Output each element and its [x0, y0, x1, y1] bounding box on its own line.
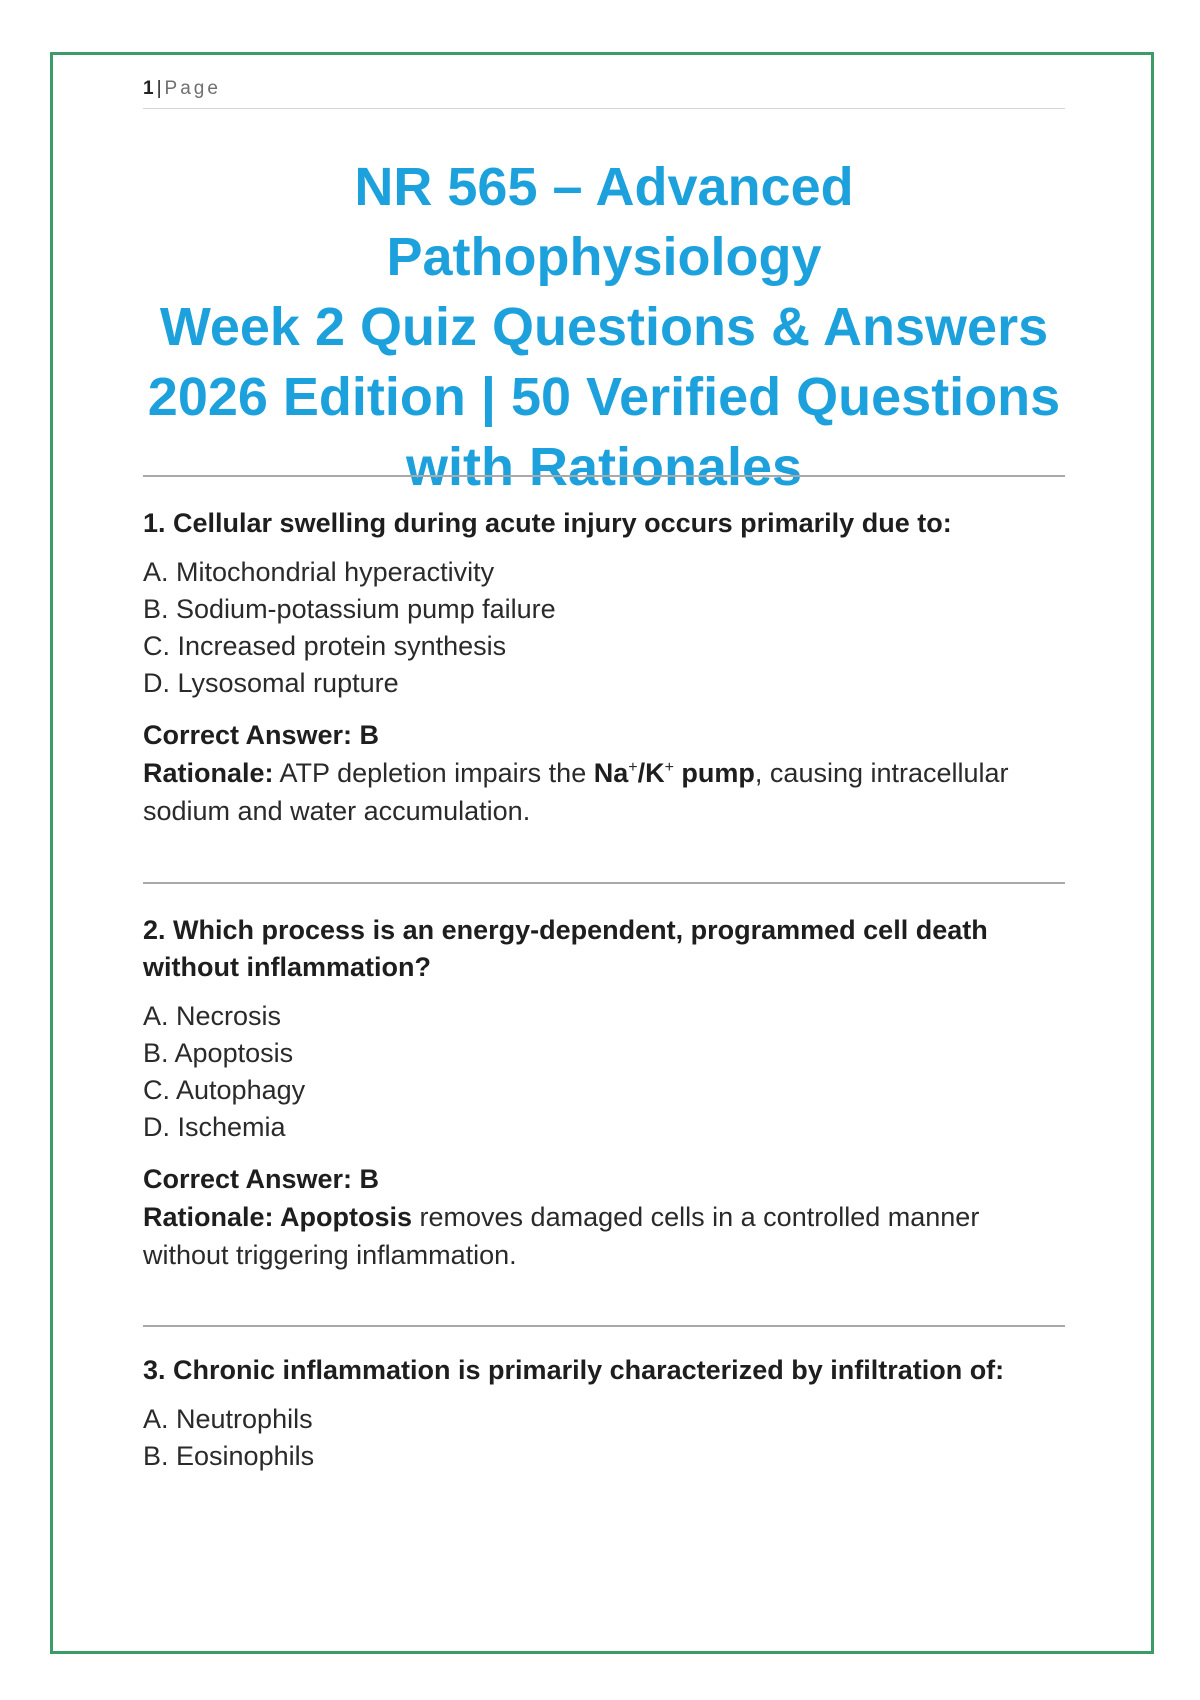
- superscript-plus: +: [664, 759, 674, 776]
- correct-answer: Correct Answer: B: [143, 1164, 380, 1194]
- option-a: A. Mitochondrial hyperactivity: [143, 557, 495, 587]
- rationale-label: Rationale:: [143, 758, 274, 788]
- question-text: 1. Cellular swelling during acute injury occurs primarily due to:: [143, 508, 952, 538]
- section-divider: [143, 882, 1065, 884]
- document-title: [130, 152, 1078, 502]
- question-3: [143, 1352, 1065, 1475]
- option-a: A. Necrosis: [143, 1001, 282, 1031]
- correct-answer: Correct Answer: B: [143, 720, 380, 750]
- rationale-emphasis: /K: [637, 758, 665, 788]
- rationale-text: removes damaged cells in a controlled manner without triggering inflammation.: [143, 1202, 980, 1270]
- rationale: [143, 754, 1065, 830]
- question-2: [143, 912, 1065, 1274]
- rationale-emphasis: pump: [673, 758, 755, 788]
- option-b: B. Eosinophils: [143, 1441, 315, 1471]
- rationale: [143, 1198, 1065, 1274]
- option-d: D. Lysosomal rupture: [143, 668, 399, 698]
- option-a: A. Neutrophils: [143, 1404, 313, 1434]
- option-b: B. Sodium-potassium pump failure: [143, 594, 556, 624]
- rationale-text: , causing intracellular sodium and water accumulation.: [143, 758, 1009, 826]
- answer-options: [143, 1401, 1065, 1475]
- question-1: [143, 505, 1065, 830]
- page-header: [143, 78, 1065, 109]
- answer-options: [143, 554, 1065, 702]
- option-c: C. Increased protein synthesis: [143, 631, 507, 661]
- answer-options: [143, 998, 1065, 1146]
- page-number: 1: [143, 78, 154, 99]
- rationale-text: ATP depletion impairs the: [273, 758, 594, 788]
- rationale-emphasis: Na: [593, 758, 629, 788]
- title-line: Week 2 Quiz Questions & Answers: [159, 297, 1049, 357]
- option-d: D. Ischemia: [143, 1112, 286, 1142]
- section-divider: [143, 1325, 1065, 1327]
- option-b: B. Apoptosis: [143, 1038, 294, 1068]
- superscript-plus: +: [628, 759, 638, 776]
- rationale-label: Rationale: Apoptosis: [143, 1202, 413, 1232]
- section-divider: [143, 475, 1065, 477]
- page-label: Page: [164, 78, 221, 99]
- page-separator: |: [156, 78, 162, 99]
- title-line: 2026 Edition | 50 Verified Questions: [147, 367, 1061, 427]
- question-text: 2. Which process is an energy-dependent, programmed cell death without inflammation?: [143, 915, 988, 982]
- title-line: NR 565 – Advanced Pathophysiology: [354, 157, 854, 287]
- title-line: with Rationales: [405, 437, 803, 497]
- question-text: 3. Chronic inflammation is primarily characterized by infiltration of:: [143, 1355, 1005, 1385]
- option-c: C. Autophagy: [143, 1075, 306, 1105]
